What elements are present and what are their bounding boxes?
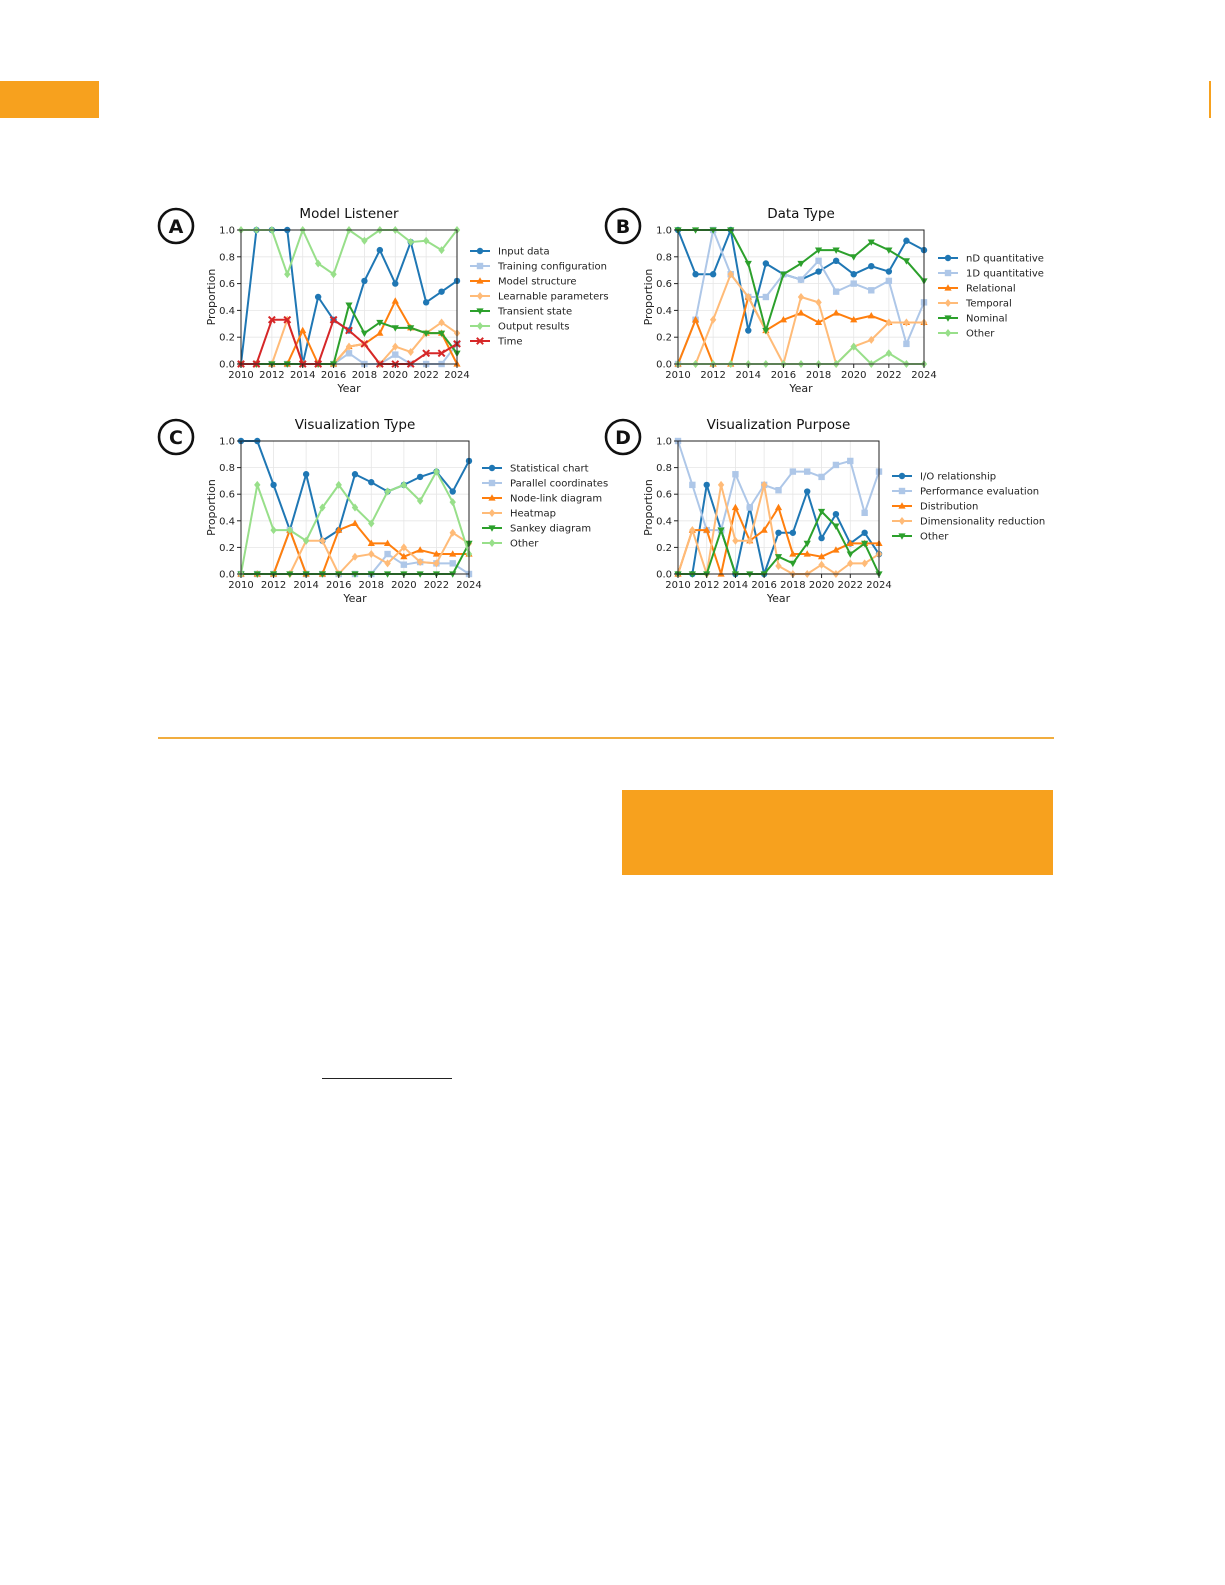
- legend-swatch-marker: [945, 270, 951, 276]
- x-tick-label: 2016: [751, 580, 777, 591]
- x-tick-label: 2024: [866, 580, 892, 591]
- x-tick-label: 2012: [259, 370, 285, 381]
- legend-label: Other: [510, 538, 539, 550]
- panel-badge-letter: A: [168, 216, 184, 238]
- y-tick-label: 0.2: [656, 542, 672, 554]
- x-tick-label: 2010: [228, 580, 254, 591]
- legend-item-other: [482, 539, 539, 550]
- x-tick-label: 2016: [325, 580, 352, 591]
- data-point: [368, 550, 374, 558]
- data-point: [833, 511, 839, 517]
- legend-swatch-marker: [489, 509, 495, 517]
- chart-title: Visualization Purpose: [706, 417, 851, 433]
- legend-label: Time: [498, 336, 523, 348]
- data-point: [303, 471, 309, 477]
- data-point: [818, 535, 824, 541]
- data-point: [361, 331, 368, 337]
- legend-label: Temporal: [966, 298, 1012, 310]
- legend-item-input-data: [470, 247, 550, 258]
- y-tick-label: 0.0: [656, 359, 672, 371]
- legend-item-model-structure: [470, 277, 577, 288]
- data-point: [861, 530, 867, 536]
- legend-label: Learnable parameters: [498, 291, 609, 303]
- data-point: [392, 297, 399, 303]
- legend-label: Other: [966, 328, 995, 340]
- data-point: [254, 481, 260, 489]
- data-point: [732, 537, 738, 545]
- legend-item-i-o-relationship: [892, 472, 996, 483]
- legend-swatch-marker: [945, 255, 951, 261]
- x-tick-label: 2024: [456, 580, 482, 591]
- legend-item-nominal: [938, 314, 1007, 325]
- data-point: [330, 270, 336, 278]
- x-tick-label: 2020: [391, 580, 417, 591]
- legend-item-time: [470, 337, 522, 348]
- legend-label: Output results: [498, 321, 570, 333]
- data-point: [361, 237, 367, 245]
- x-tick-label: 2016: [320, 370, 347, 381]
- figure-four-panel-chart: [0, 0, 1225, 700]
- panel-badge-letter: C: [169, 427, 183, 449]
- x-tick-label: 2014: [722, 580, 749, 591]
- data-point: [861, 559, 867, 567]
- chart-title: Visualization Type: [294, 417, 416, 433]
- data-point: [689, 482, 695, 488]
- data-point: [775, 562, 781, 570]
- data-point: [438, 288, 444, 294]
- y-tick-label: 1.0: [219, 225, 235, 237]
- data-point: [886, 278, 892, 284]
- legend-label: Other: [920, 531, 949, 543]
- data-point: [851, 271, 857, 277]
- chart-title: Data Type: [767, 206, 835, 222]
- data-point: [861, 510, 867, 516]
- section-divider: [158, 737, 1054, 739]
- legend-swatch-marker: [945, 299, 951, 307]
- data-point: [745, 261, 752, 267]
- data-point: [450, 488, 456, 494]
- y-tick-label: 1.0: [656, 225, 672, 237]
- data-point: [270, 482, 276, 488]
- footnote-rule: [322, 1078, 452, 1079]
- data-point: [847, 458, 853, 464]
- legend-item-dimensionality-reduction: [892, 517, 1045, 528]
- data-point: [818, 474, 824, 480]
- y-tick-label: 0.0: [219, 359, 235, 371]
- panel-b: [606, 206, 1044, 395]
- x-axis-label: Year: [337, 382, 361, 395]
- data-point: [903, 238, 909, 244]
- panel-badge-letter: B: [615, 216, 631, 238]
- data-point: [886, 268, 892, 274]
- legend-item-other: [938, 329, 995, 340]
- data-point: [868, 263, 874, 269]
- x-tick-label: 2010: [228, 370, 254, 381]
- data-point: [804, 468, 810, 474]
- data-point: [790, 468, 796, 474]
- legend-label: I/O relationship: [920, 471, 997, 483]
- panel-a: [159, 206, 609, 395]
- series-time: [238, 317, 460, 368]
- x-tick-label: 2022: [413, 370, 439, 381]
- data-point: [692, 271, 698, 277]
- legend-item-transient-state: [470, 307, 572, 318]
- legend-item-node-link-diagram: [482, 494, 602, 505]
- y-axis-label: Proportion: [642, 268, 655, 326]
- x-tick-label: 2022: [876, 370, 902, 381]
- series-line: [241, 320, 457, 364]
- x-tick-label: 2022: [837, 580, 864, 591]
- y-tick-label: 0.6: [219, 279, 235, 291]
- legend-item-performance-evaluation: [892, 487, 1039, 498]
- legend-swatch-marker: [899, 488, 905, 494]
- legend-item-heatmap: [482, 509, 556, 520]
- y-tick-label: 0.4: [656, 305, 672, 317]
- y-axis-label: Proportion: [205, 479, 218, 536]
- data-point: [401, 561, 407, 567]
- legend-item-nd-quantitative: [938, 254, 1044, 265]
- data-point: [710, 271, 716, 277]
- data-point: [704, 482, 710, 488]
- data-point: [352, 471, 358, 477]
- data-point: [710, 316, 716, 324]
- y-tick-label: 0.6: [656, 279, 672, 291]
- x-tick-label: 2012: [700, 370, 726, 381]
- y-tick-label: 0.2: [656, 332, 672, 344]
- data-point: [732, 504, 739, 510]
- data-point: [886, 349, 892, 357]
- legend: [482, 464, 608, 550]
- y-axis-label: Proportion: [642, 479, 655, 536]
- y-tick-label: 0.4: [219, 516, 235, 528]
- data-point: [423, 237, 429, 245]
- legend-item-temporal: [938, 299, 1012, 310]
- data-point: [346, 350, 352, 356]
- legend-swatch-marker: [899, 517, 905, 525]
- data-point: [392, 280, 398, 286]
- data-point: [815, 298, 821, 306]
- legend-label: 1D quantitative: [966, 268, 1044, 280]
- data-point: [763, 260, 769, 266]
- data-point: [833, 288, 839, 294]
- data-point: [790, 530, 796, 536]
- data-point: [804, 488, 810, 494]
- legend-label: Distribution: [920, 501, 979, 513]
- y-tick-label: 0.2: [219, 332, 235, 344]
- x-tick-label: 2018: [351, 370, 378, 381]
- y-tick-label: 0.0: [656, 569, 672, 581]
- legend-item-statistical-chart: [482, 464, 589, 475]
- y-tick-label: 0.2: [219, 542, 235, 554]
- legend-label: Input data: [498, 246, 550, 258]
- legend-swatch-marker: [477, 292, 483, 300]
- y-tick-label: 0.4: [219, 305, 235, 317]
- y-tick-label: 0.8: [219, 463, 235, 475]
- data-point: [775, 530, 781, 536]
- legend-label: Heatmap: [510, 508, 556, 520]
- data-point: [745, 327, 751, 333]
- legend-swatch-marker: [489, 539, 495, 547]
- series-line: [241, 230, 457, 274]
- data-point: [377, 247, 383, 253]
- data-point: [718, 481, 724, 489]
- data-point: [376, 329, 383, 335]
- legend-label: Statistical chart: [510, 463, 589, 475]
- legend-swatch-marker: [945, 329, 951, 337]
- legend-item-other: [892, 532, 949, 543]
- data-point: [438, 318, 444, 326]
- legend-item-parallel-coordinates: [482, 479, 608, 490]
- data-point: [850, 254, 857, 260]
- data-point: [789, 561, 796, 567]
- legend-label: Transient state: [498, 306, 573, 318]
- data-point: [763, 294, 769, 300]
- x-tick-label: 2024: [444, 370, 470, 381]
- data-point: [689, 526, 695, 534]
- legend-item-output-results: [470, 322, 569, 333]
- x-tick-label: 2010: [665, 370, 691, 381]
- legend-label: Performance evaluation: [920, 486, 1040, 498]
- data-point: [315, 294, 321, 300]
- data-point: [815, 258, 821, 264]
- x-tick-label: 2018: [358, 580, 385, 591]
- data-point: [833, 258, 839, 264]
- data-point: [815, 268, 821, 274]
- data-point: [847, 551, 854, 557]
- data-point: [384, 551, 390, 557]
- data-point: [868, 312, 875, 318]
- x-tick-label: 2020: [382, 370, 409, 381]
- y-tick-label: 0.8: [656, 252, 672, 264]
- x-tick-label: 2018: [780, 580, 806, 591]
- data-point: [818, 561, 824, 569]
- legend-swatch-marker: [489, 480, 495, 486]
- y-tick-label: 1.0: [219, 436, 235, 448]
- legend-swatch-marker: [477, 263, 483, 269]
- series-output-results: [238, 226, 460, 278]
- data-point: [903, 318, 909, 326]
- legend-item-sankey-diagram: [482, 524, 591, 535]
- data-point: [417, 474, 423, 480]
- y-tick-label: 0.6: [656, 489, 672, 501]
- legend-label: Model structure: [498, 276, 577, 288]
- legend-label: Relational: [966, 283, 1016, 295]
- legend: [938, 254, 1044, 340]
- panel-badge-letter: D: [615, 427, 631, 449]
- y-tick-label: 0.0: [219, 569, 235, 581]
- data-point: [392, 351, 398, 357]
- legend-item-distribution: [892, 502, 978, 513]
- data-point: [270, 526, 276, 534]
- data-point: [423, 299, 429, 305]
- data-point: [833, 462, 839, 468]
- chart-title: Model Listener: [299, 206, 399, 222]
- y-tick-label: 0.6: [219, 489, 235, 501]
- data-point: [798, 276, 804, 282]
- data-point: [868, 287, 874, 293]
- legend: [470, 247, 609, 348]
- x-tick-label: 2022: [423, 580, 450, 591]
- legend-swatch-marker: [899, 473, 905, 479]
- x-tick-label: 2016: [770, 370, 797, 381]
- legend-swatch-marker: [477, 322, 483, 330]
- series-transient-state: [237, 302, 460, 367]
- legend-label: nD quantitative: [966, 253, 1044, 265]
- y-tick-label: 1.0: [656, 436, 672, 448]
- y-axis-label: Proportion: [205, 268, 218, 326]
- data-point: [851, 280, 857, 286]
- data-point: [450, 560, 456, 566]
- legend-label: Node-link diagram: [510, 493, 603, 505]
- legend-item-1d-quantitative: [938, 269, 1044, 280]
- legend-label: Dimensionality reduction: [920, 516, 1046, 528]
- y-tick-label: 0.8: [656, 463, 672, 475]
- legend-item-training-configuration: [470, 262, 607, 273]
- x-tick-label: 2014: [293, 580, 319, 591]
- data-point: [798, 293, 804, 301]
- data-point: [299, 327, 306, 333]
- data-point: [732, 471, 738, 477]
- x-tick-label: 2014: [735, 370, 762, 381]
- callout-box: [622, 790, 1053, 875]
- data-point: [368, 479, 374, 485]
- legend-swatch-marker: [477, 248, 483, 254]
- legend-label: Training configuration: [498, 261, 607, 273]
- x-axis-label: Year: [766, 592, 791, 605]
- x-axis-label: Year: [789, 382, 813, 395]
- legend-item-relational: [938, 284, 1016, 295]
- legend: [892, 472, 1045, 543]
- x-tick-label: 2012: [260, 580, 287, 591]
- legend-item-learnable-parameters: [470, 292, 609, 303]
- legend-label: Sankey diagram: [510, 523, 592, 535]
- x-tick-label: 2010: [665, 580, 691, 591]
- data-point: [775, 504, 782, 510]
- legend-label: Parallel coordinates: [510, 478, 609, 490]
- legend-label: Nominal: [966, 313, 1008, 325]
- legend-swatch-marker: [489, 465, 495, 471]
- x-axis-label: Year: [343, 592, 367, 605]
- x-tick-label: 2018: [805, 370, 832, 381]
- x-tick-label: 2020: [808, 580, 835, 591]
- data-point: [775, 487, 781, 493]
- panel-d: [606, 417, 1045, 605]
- y-tick-label: 0.4: [656, 516, 672, 528]
- x-tick-label: 2014: [289, 370, 316, 381]
- y-tick-label: 0.8: [219, 252, 235, 264]
- data-point: [747, 504, 753, 510]
- data-point: [284, 270, 290, 278]
- x-tick-label: 2024: [911, 370, 937, 381]
- panel-c: [159, 417, 608, 605]
- data-point: [361, 278, 367, 284]
- x-tick-label: 2012: [693, 580, 720, 591]
- data-point: [903, 341, 909, 347]
- data-point: [717, 570, 724, 576]
- x-tick-label: 2020: [840, 370, 867, 381]
